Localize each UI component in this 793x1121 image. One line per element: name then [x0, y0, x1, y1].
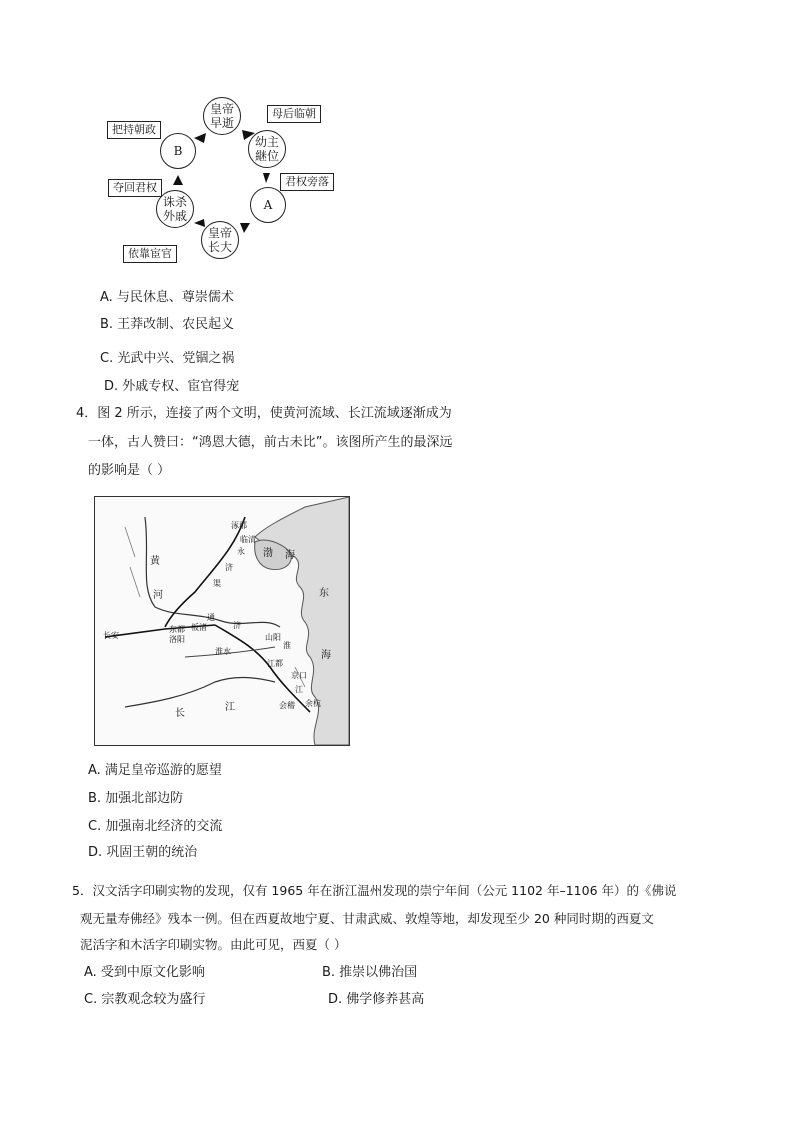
circle-a: [250, 187, 286, 223]
circle-text: 早逝: [209, 116, 234, 130]
map-label-zhuojun: 涿郡: [231, 521, 247, 530]
circle-text: 幼主: [254, 135, 279, 149]
map-label-banzhu: 板渚: [191, 623, 207, 632]
circle-young-ruler: [248, 130, 286, 168]
map-label-bohai-2: 海: [285, 550, 295, 561]
map-label-ji: 济: [225, 563, 233, 572]
circle-text: 皇帝: [209, 102, 234, 116]
map-label-jiangdu: 江都: [267, 659, 283, 668]
q5-option-c[interactable]: C. 宗教观念较为盛行: [84, 992, 206, 1007]
arrow-b-to-emperor: [194, 133, 206, 143]
q3-option-d[interactable]: D. 外戚专权、宦官得宠: [104, 379, 240, 394]
tag-seize-power: 夺回君权: [108, 179, 162, 197]
map-label-shanyang: 山阳: [265, 633, 281, 642]
tag-rely-eunuch: 依靠宦官: [123, 245, 177, 263]
map-label-yellow: 黄: [150, 556, 160, 567]
q3-option-b[interactable]: B. 王莽改制、农民起义: [100, 317, 235, 332]
sea-area: [255, 497, 349, 745]
map-label-luoyang: 洛阳: [169, 635, 185, 644]
q4-option-a[interactable]: A. 满足皇帝巡游的愿望: [88, 763, 222, 778]
cycle-diagram: [100, 95, 340, 270]
q5-stem-line-1: 5．汉文活字印刷实物的发现，仅有 1965 年在浙江温州发现的崇宁年间（公元 1102 年–1106 年）的《佛说: [72, 883, 677, 898]
circle-b: [160, 133, 196, 169]
map-label-yuhang: 余杭: [305, 699, 321, 708]
map-label-qu: 渠: [213, 579, 221, 588]
circle-text: 长大: [207, 240, 232, 254]
yangtze-river: [125, 677, 275, 707]
q5-option-b[interactable]: B. 推崇以佛治国: [322, 965, 418, 980]
q4-option-c[interactable]: C. 加强南北经济的交流: [88, 819, 223, 834]
q4-option-d[interactable]: D. 巩固王朝的统治: [88, 845, 198, 860]
q4-stem-line-2: 一体，古人赞曰：“鸿恩大德，前古未比”。该图所产生的最深远: [88, 435, 453, 450]
map-label-dongdu: 东都: [169, 625, 185, 634]
map-label-dong: 东: [319, 588, 329, 599]
tag-control-gov: 把持朝政: [107, 121, 161, 139]
q4-stem-line-1: 4．图 2 所示，连接了两个文明，使黄河流域、长江流域逐渐成为: [76, 406, 452, 421]
circle-text: 诛杀: [162, 195, 187, 209]
map-label-jiang: 江: [295, 685, 303, 694]
circle-text: A: [263, 198, 273, 212]
map-label-tong: 通: [207, 613, 215, 622]
circle-text: 皇帝: [207, 226, 232, 240]
q4-stem-line-3: 的影响是（ ）: [88, 463, 171, 478]
map-label-chang: 长: [175, 708, 185, 719]
map-label-huai: 淮: [283, 641, 291, 650]
circle-text: 継位: [254, 149, 279, 163]
q5-option-d[interactable]: D. 佛学修养甚高: [328, 992, 425, 1007]
map-label-ji2: 济: [233, 621, 241, 630]
map-label-huai-river: 淮水: [215, 647, 231, 656]
circle-text: B: [173, 144, 183, 158]
map-label-bohai-1: 渤: [263, 548, 273, 559]
canal-north: [165, 517, 245, 627]
arrow-grows-to-kill: [194, 219, 205, 227]
q4-option-b[interactable]: B. 加强北部边防: [88, 791, 184, 806]
arrow-young-to-a: [263, 173, 270, 183]
map-label-river-he: 河: [153, 590, 163, 601]
q5-stem-line-2: 观无量寿佛经》残本一例。但在西夏故地宁夏、甘肃武威、敦煌等地，却发现至少 20 种同时期的西夏文: [80, 911, 654, 926]
map-label-changan: 长安: [103, 631, 119, 640]
map-label-yong: 永: [237, 547, 245, 556]
map-label-jiang2: 江: [225, 702, 235, 713]
map-label-hai: 海: [321, 650, 331, 661]
tag-regent: 母后临朝: [267, 105, 321, 123]
map-label-linqing: 临清: [240, 535, 256, 544]
arrow-a-to-grows: [240, 223, 250, 233]
q5-option-a[interactable]: A. 受到中原文化影响: [84, 965, 205, 980]
map-label-kuaiji: 会稽: [279, 701, 295, 710]
tag-power-lost: 君权旁落: [280, 173, 334, 191]
grand-canal-map: [94, 496, 350, 746]
circle-text: 外戚: [162, 209, 187, 223]
map-label-jingkou: 京口: [291, 671, 307, 680]
circle-emperor-grows: [201, 221, 239, 259]
circle-emperor-dies: [203, 97, 241, 135]
q3-option-c[interactable]: C. 光武中兴、党锢之祸: [100, 351, 235, 366]
q3-option-a[interactable]: A. 与民休息、尊崇儒术: [100, 290, 234, 305]
q5-stem-line-3: 泥活字和木活字印刷实物。由此可见，西夏（ ）: [80, 937, 347, 952]
arrow-kill-to-b: [173, 175, 183, 185]
